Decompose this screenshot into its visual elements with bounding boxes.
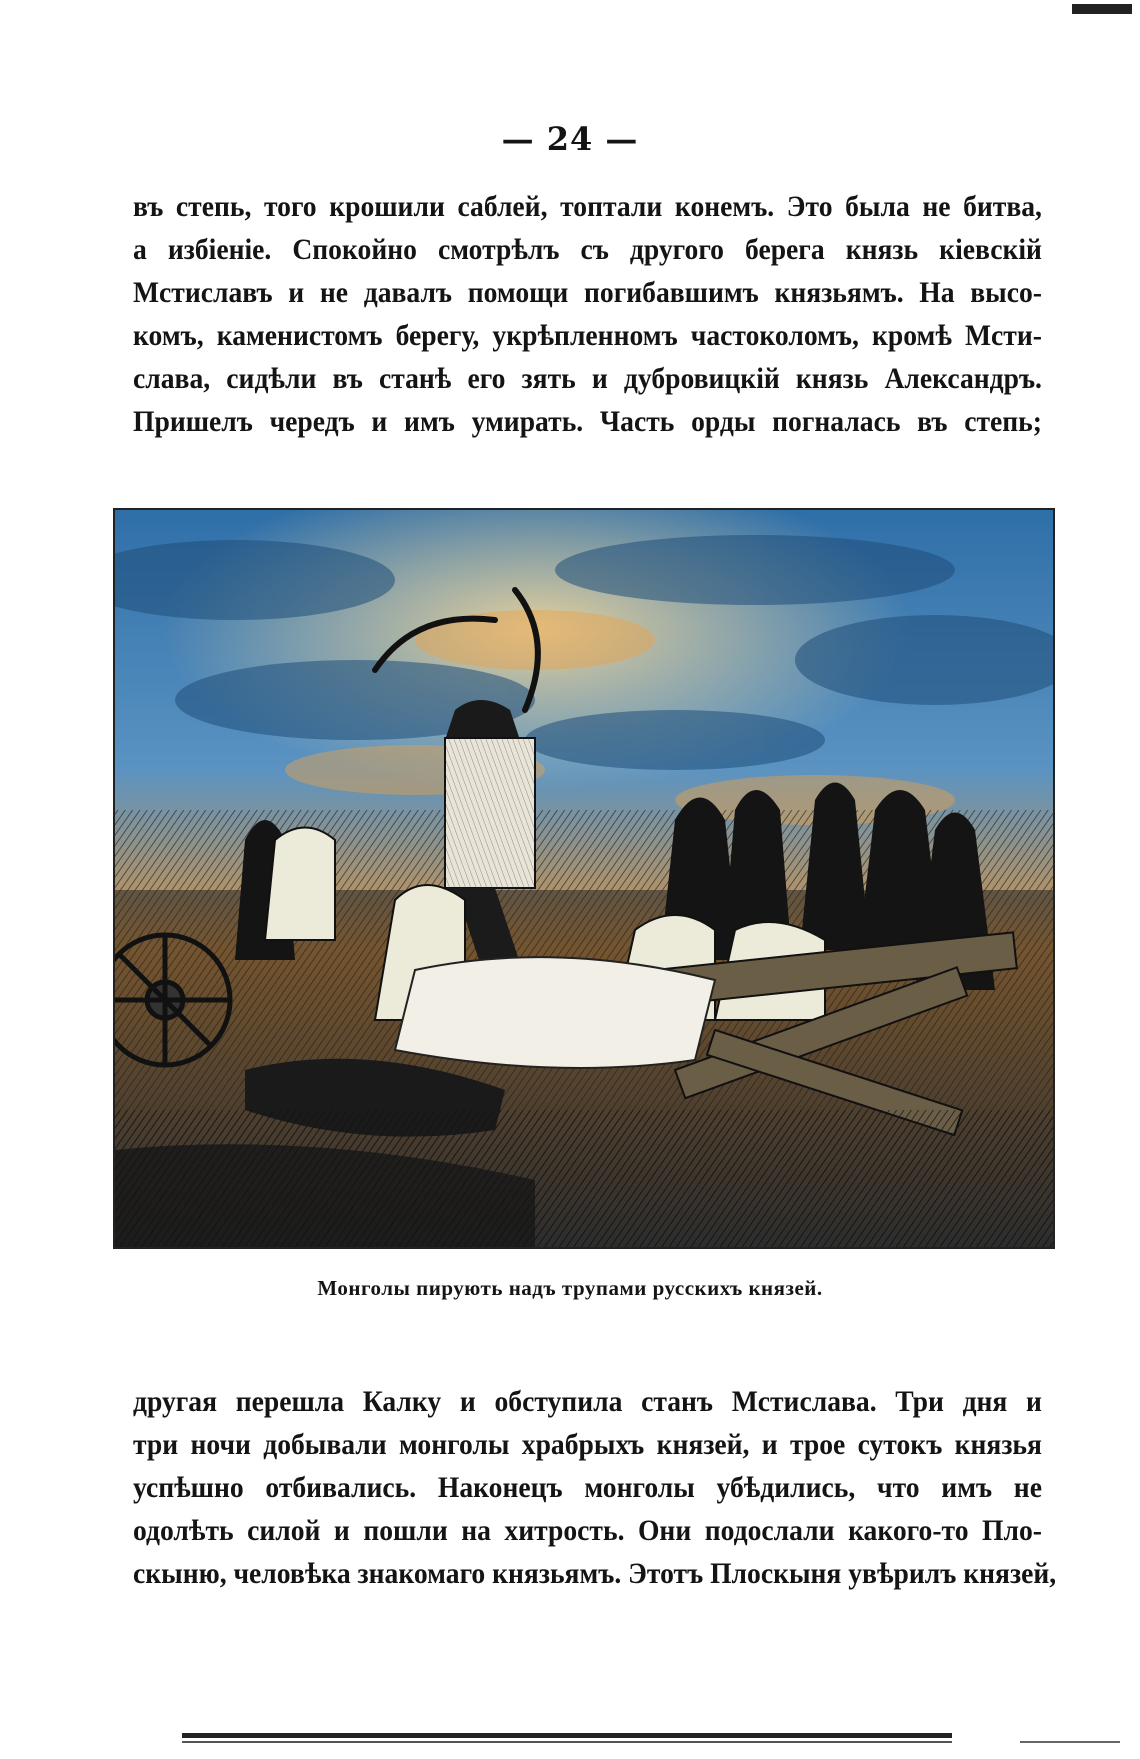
scan-corner-mark <box>1072 4 1132 14</box>
illustration-caption: Монголы пирують надъ трупами русскихъ князей. <box>317 1276 823 1300</box>
text-line: другая перешла Калку и обступила станъ Мстислава. Три дня и <box>133 1385 1042 1418</box>
text-line: три ночи добывали монголы храбрыхъ князей, и трое сутокъ князья <box>133 1428 1042 1461</box>
engraving-illustration <box>113 508 1055 1249</box>
page-number: — 24 — <box>501 120 639 158</box>
text-line: слава, сидѣли въ станѣ его зять и дубровицкій князь Александръ. <box>133 362 1042 395</box>
paragraph-top <box>133 185 1042 443</box>
text-line: Мстиславъ и не давалъ помощи погибавшимъ князьямъ. На высо- <box>133 276 1042 309</box>
white-cloth <box>395 957 715 1068</box>
paragraph-bottom <box>133 1380 1057 1595</box>
engraving-scene <box>115 510 1053 1247</box>
text-line: одолѣть силой и пошли на хитрость. Они подослали какого-то Пло- <box>133 1514 1042 1547</box>
text-line: Пришелъ чередъ и имъ умирать. Часть орды погналась въ степь; <box>133 405 1042 438</box>
text-line: а избіеніе. Спокойно смотрѣлъ съ другого берега князь кіевскій <box>133 233 1042 266</box>
foreground-hatching <box>115 1110 1053 1247</box>
text-line: успѣшно отбивались. Наконецъ монголы убѣдились, что имъ не <box>133 1471 1042 1504</box>
scan-edge-mark <box>1020 1741 1120 1743</box>
text-line: въ степь, того крошили саблей, топтали конемъ. Это была не битва, <box>133 190 1042 223</box>
bottom-rule <box>182 1733 952 1738</box>
text-line: комъ, каменистомъ берегу, укрѣпленномъ частоколомъ, кромѣ Мсти- <box>133 319 1042 352</box>
text-line: скыню, человѣка знакомаго князьямъ. Этотъ Плоскыня увѣрилъ князей, <box>133 1557 1057 1590</box>
bottom-rule-thin <box>182 1741 952 1743</box>
